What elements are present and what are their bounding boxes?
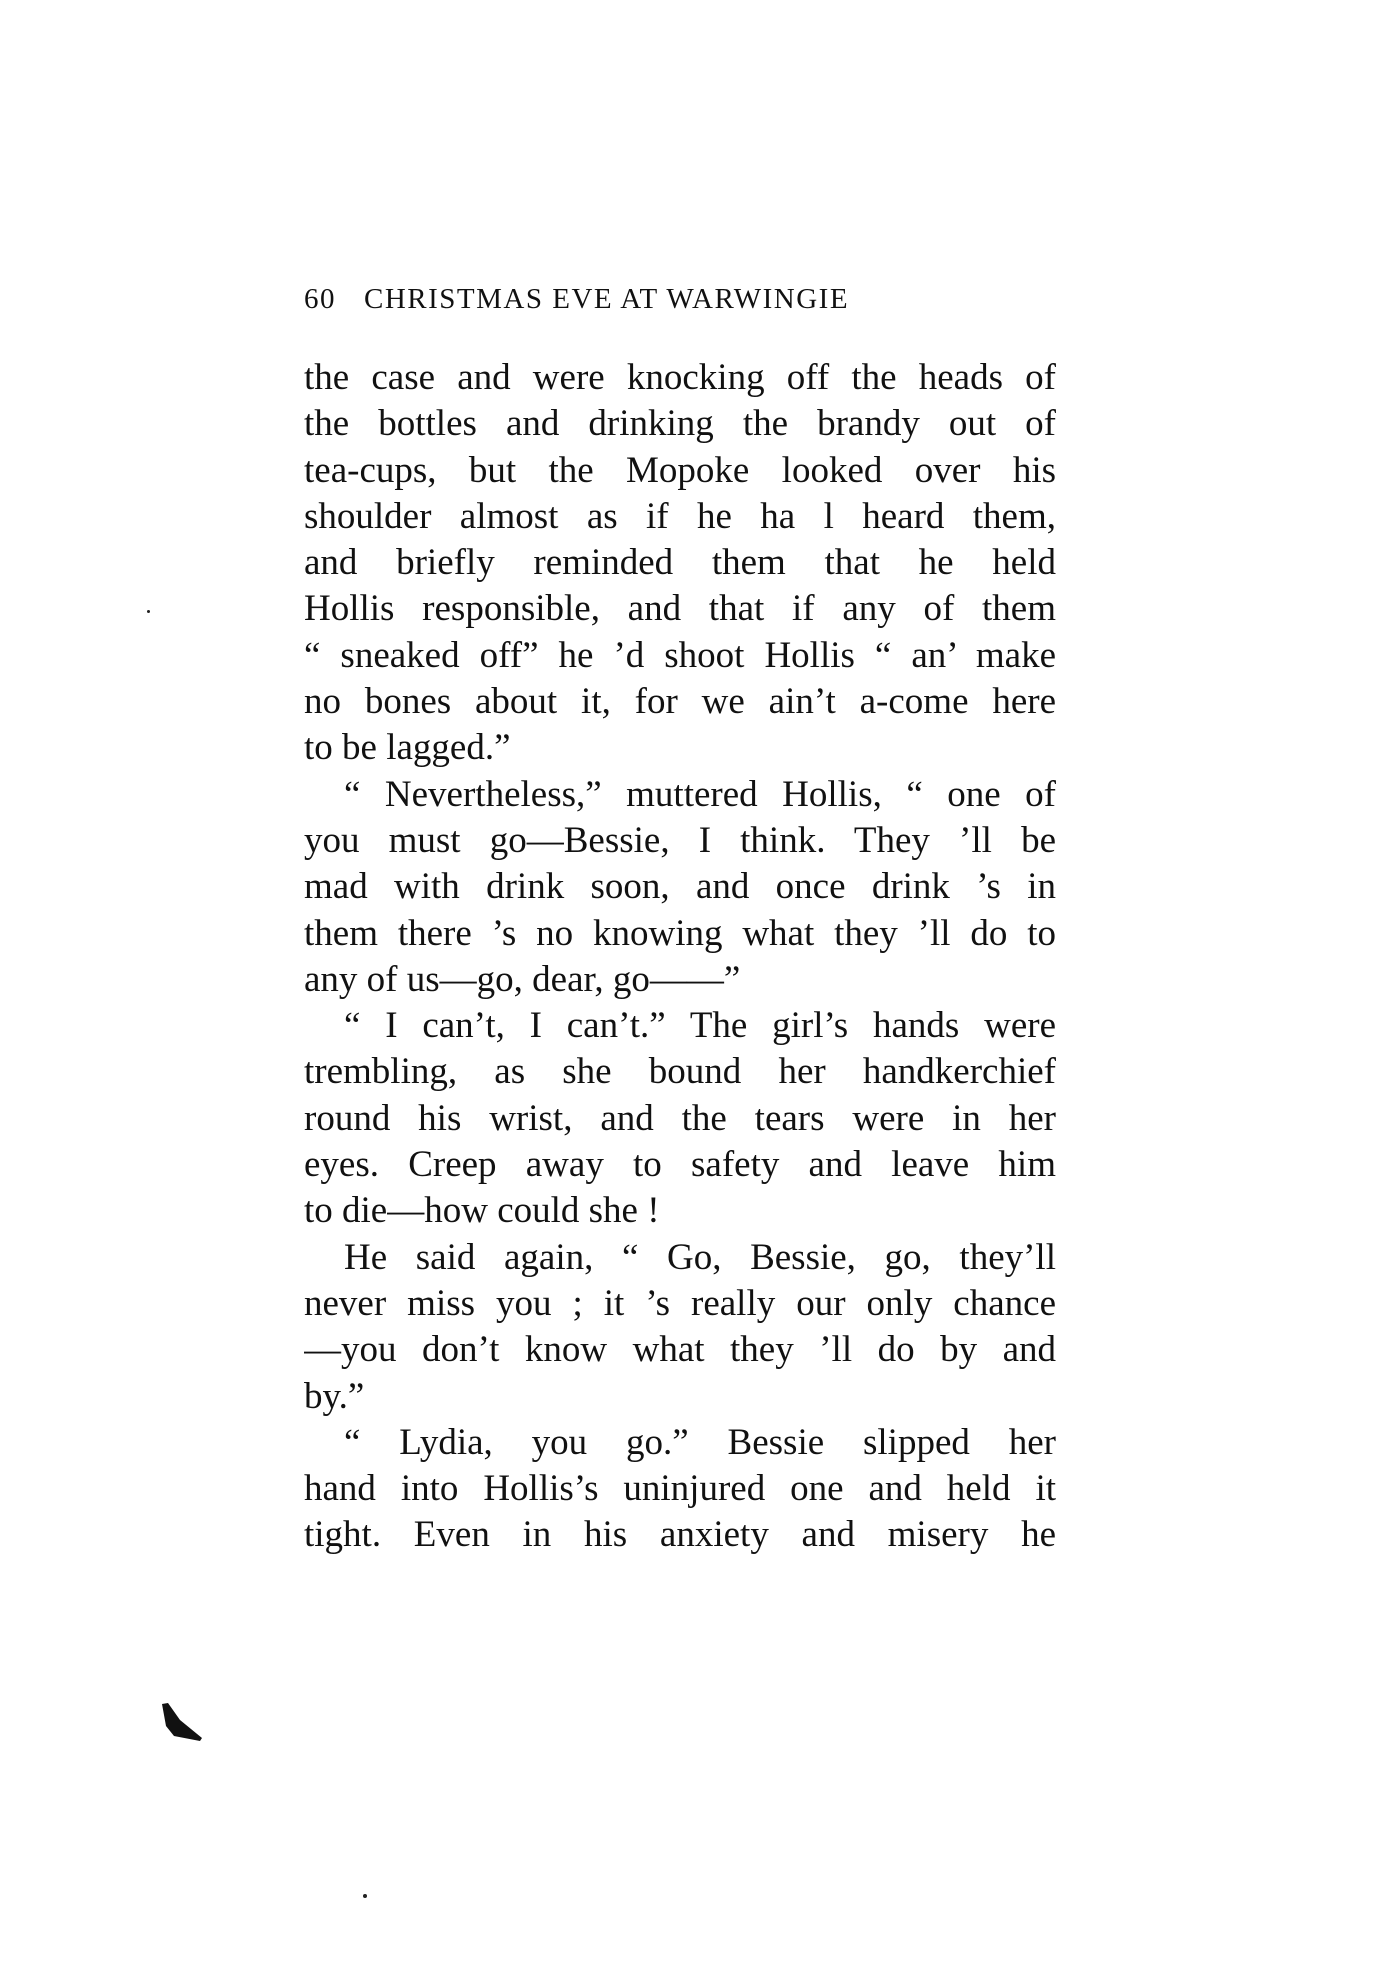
text-line: the case and were knocking off the heads of [304,357,1056,398]
text-line: them there ’s no knowing what they ’ll do to [304,912,1056,954]
text-line: and briefly reminded them that he held [304,542,1056,584]
text-line: by.” [304,1375,365,1417]
text-line: mad with drink soon, and once drink ’s in [304,866,1056,908]
text-line: tight. Even in his anxiety and misery he [304,1514,1056,1556]
text-line: “ Lydia, you go.” Bessie slipped her [344,1421,1056,1463]
text-line: shoulder almost as if he ha l heard them, [304,495,1056,537]
text-line: the bottles and drinking the brandy out of [304,403,1056,445]
text-line: “ Nevertheless,” muttered Hollis, “ one of [344,773,1056,815]
body-text [304,355,1056,1559]
text-line: no bones about it, for we ain’t a-come here [304,681,1056,723]
text-line: —you don’t know what they ’ll do by and [304,1329,1056,1371]
text-line: He said again, “ Go, Bessie, go, they’ll [344,1236,1056,1278]
text-line: never miss you ; it ’s really our only chance [304,1282,1056,1324]
text-line: hand into Hollis’s uninjured one and held it [304,1468,1056,1510]
text-line: trembling, as she bound her handkerchief [304,1051,1056,1093]
ink-speck [363,1894,367,1898]
text-line: you must go—Bessie, I think. They ’ll be [304,819,1056,861]
text-line: to be lagged.” [304,727,511,769]
running-title: CHRISTMAS EVE AT WARWINGIE [364,283,850,315]
text-line: tea-cups, but the Mopoke looked over his [304,449,1056,491]
text-line: Hollis responsible, and that if any of them [304,588,1056,630]
text-line: eyes. Creep away to safety and leave him [304,1144,1056,1186]
ink-speck [147,610,150,613]
text-line: “ sneaked off” he ’d shoot Hollis “ an’ make [304,634,1056,676]
running-header [304,283,1056,323]
text-line: round his wrist, and the tears were in her [304,1097,1056,1139]
text-line: any of us—go, dear, go——” [304,958,741,1000]
page-number: 60 [304,283,336,315]
corner-mark-icon [160,1702,204,1742]
text-line: “ I can’t, I can’t.” The girl’s hands were [344,1005,1056,1047]
text-line: to die—how could she ! [304,1190,660,1232]
